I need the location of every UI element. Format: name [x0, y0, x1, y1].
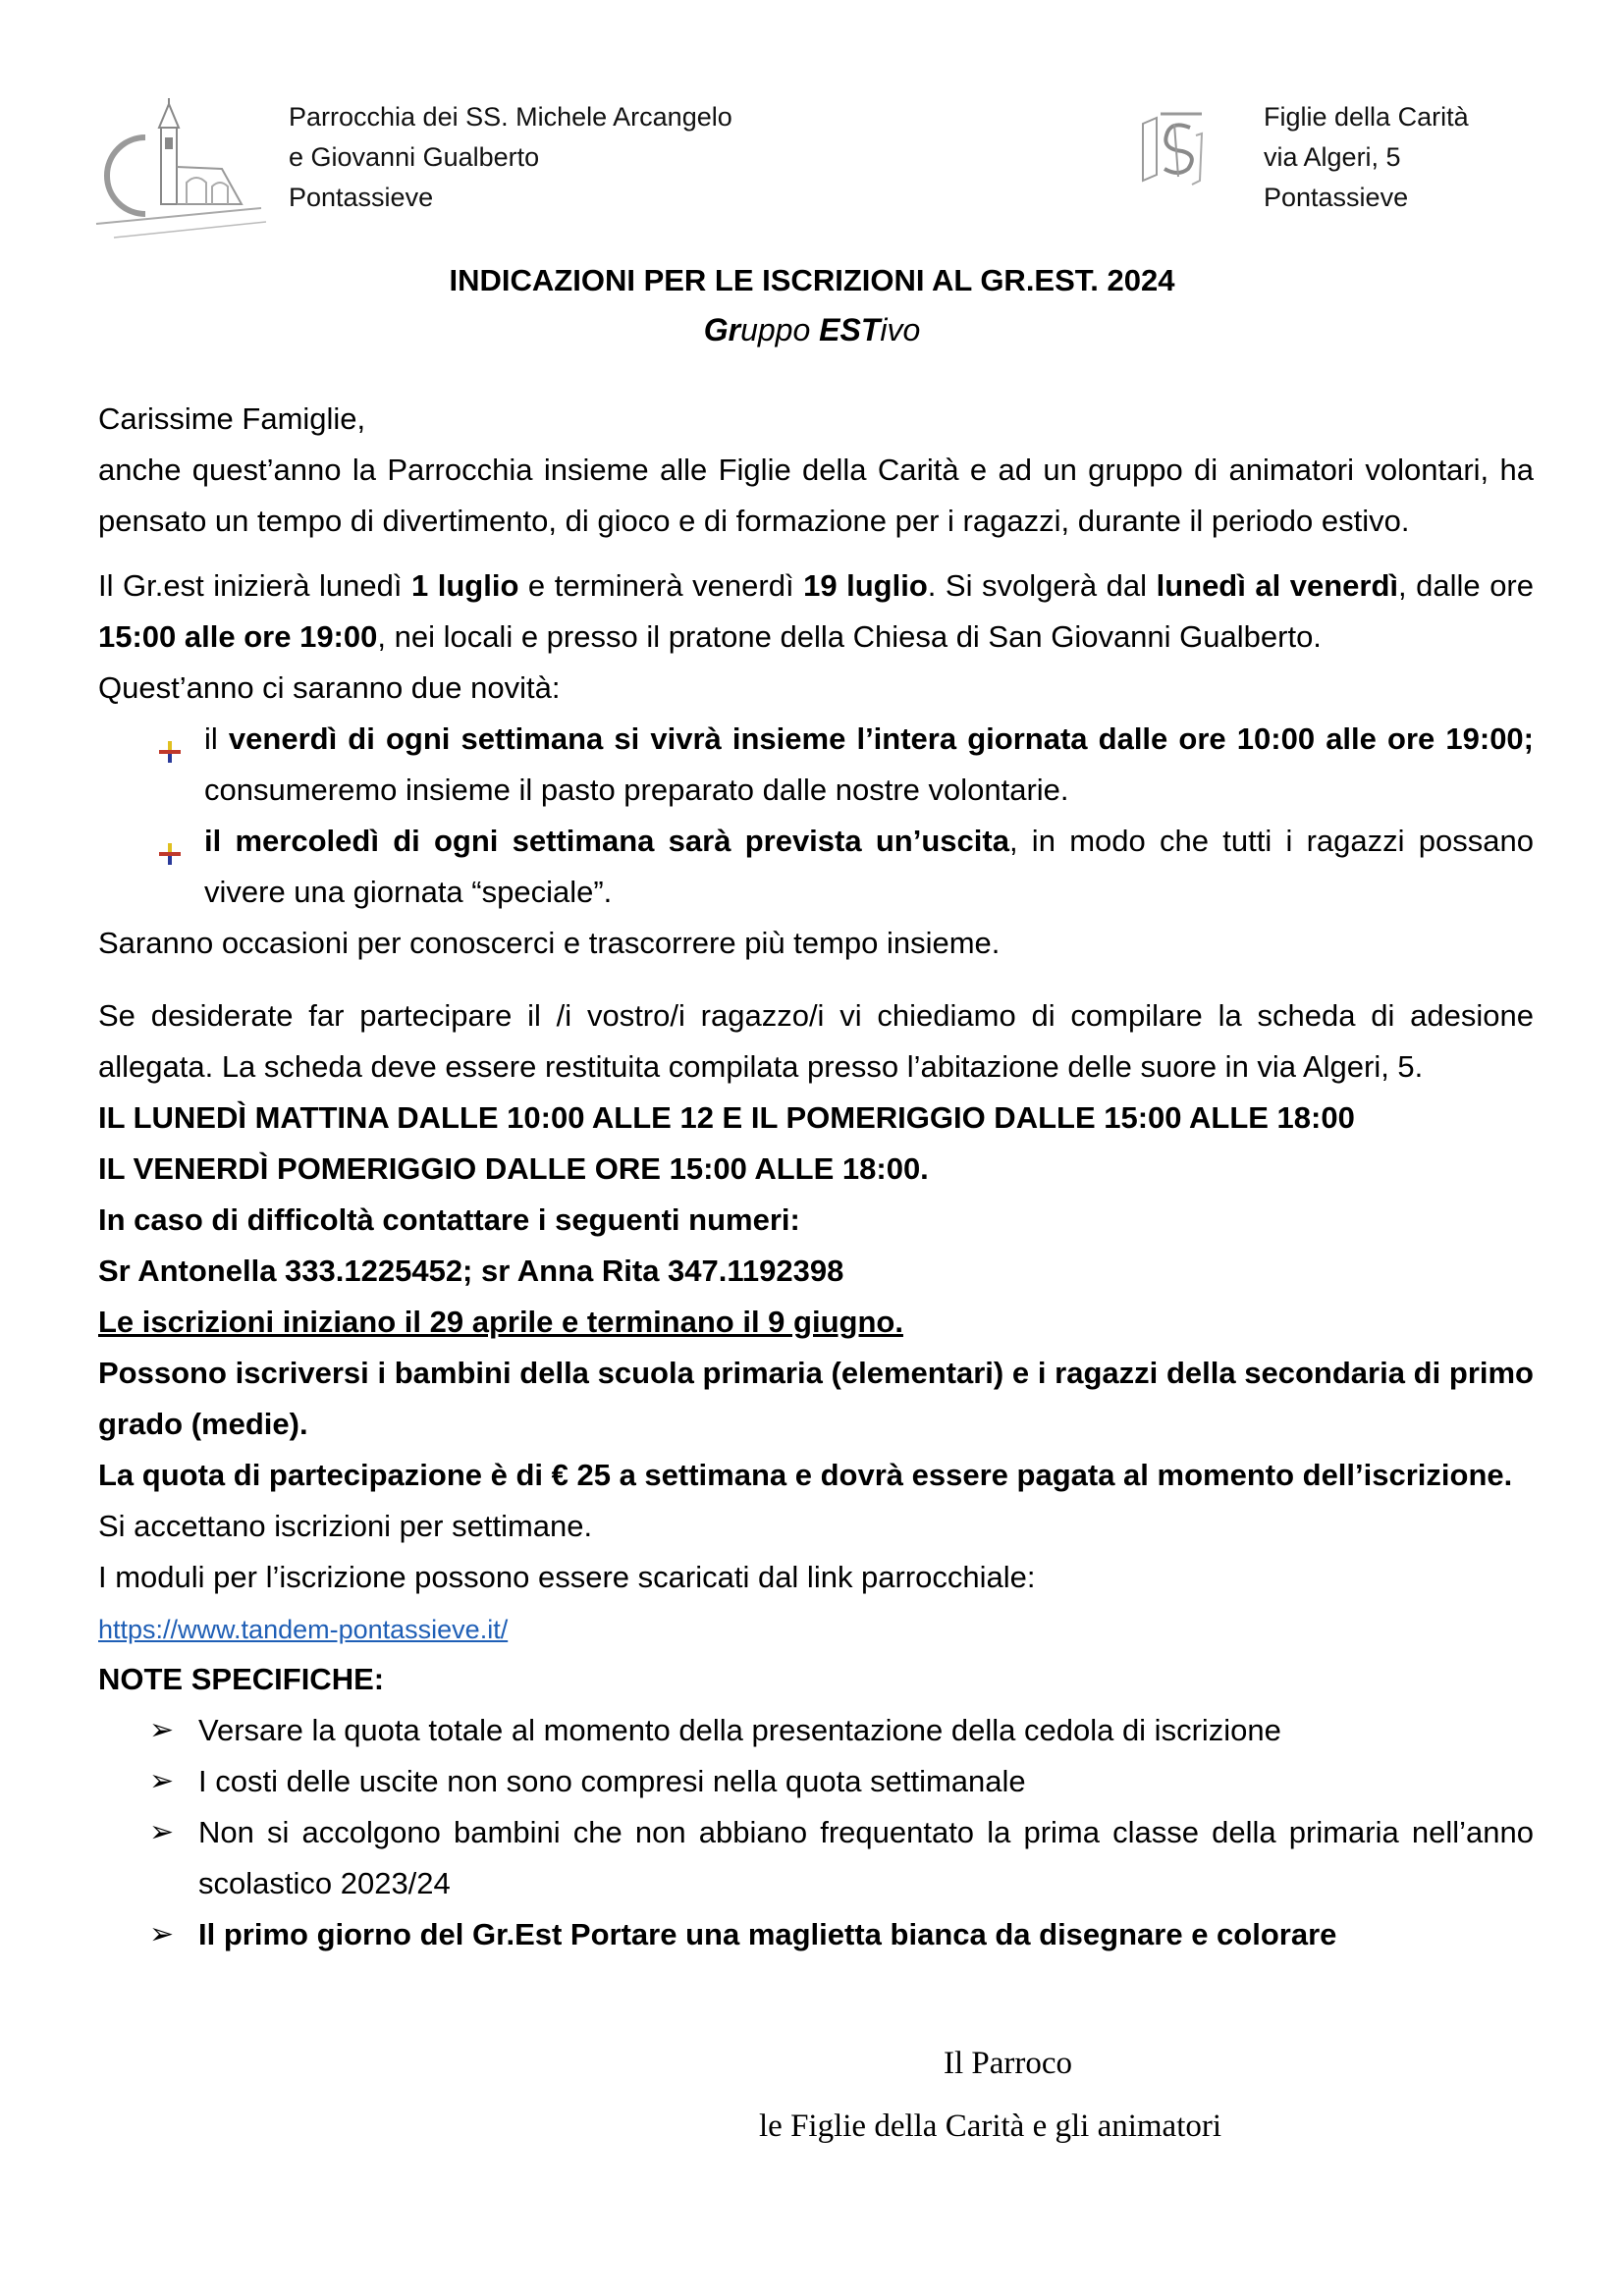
arrow-bullet-icon: ➢	[149, 1918, 175, 1950]
fee: La quota di partecipazione è di € 25 a settimana e dovrà essere pagata al momento dell’iscrizione.	[98, 1458, 1513, 1492]
cross-bullet-icon	[159, 816, 204, 918]
novelties-closing: Saranno occasioni per conoscerci e trascorrere più tempo insieme.	[98, 926, 1001, 960]
subtitle-est: EST	[819, 312, 881, 347]
note-text: Non si accolgono bambini che non abbiano frequentato la prima classe della primaria nell’anno scolastico 2023/24	[198, 1815, 1534, 1900]
figlie-carita-logo	[1131, 106, 1212, 187]
schedule-text: Il Gr.est inizierà lunedì	[98, 568, 411, 603]
parish-website-link[interactable]: https://www.tandem-pontassieve.it/	[98, 1615, 509, 1644]
sisters-address	[1264, 97, 1469, 218]
days-range: lunedì al venerdì	[1156, 568, 1399, 603]
note-text: Versare la quota totale al momento della presentazione della cedola di iscrizione	[198, 1713, 1281, 1747]
hours-range: 15:00 alle ore 19:00	[98, 619, 378, 654]
subtitle-gr: Gr	[703, 312, 741, 347]
signature-parish-priest: Il Parroco	[944, 2046, 1073, 2081]
schedule-text: , dalle ore	[1398, 568, 1534, 603]
novelties-intro: Quest’anno ci saranno due novità:	[98, 670, 561, 705]
start-date: 1 luglio	[410, 568, 519, 603]
schedule-text: . Si svolgerà dal	[927, 568, 1157, 603]
parish-city: Pontassieve	[289, 183, 434, 212]
sisters-street: via Algeri, 5	[1264, 142, 1401, 172]
friday-hours: IL VENERDÌ POMERIGGIO DALLE ORE 15:00 ALLE 18:00.	[98, 1151, 929, 1186]
novelty-highlight: il mercoledì di ogni settimana sarà prevista un’uscita	[204, 824, 1009, 858]
arrow-bullet-icon: ➢	[149, 1765, 175, 1797]
novelty-highlight: venerdì di ogni settimana si vivrà insieme l’intera giornata dalle ore 10:00 alle ore 19:00;	[228, 721, 1534, 756]
novelty-text	[204, 714, 1534, 816]
note-text: Il primo giorno del Gr.Est Portare una maglietta bianca da disegnare e colorare	[198, 1917, 1337, 1951]
download-info: I moduli per l’iscrizione possono essere scaricati dal link parrocchiale:	[98, 1560, 1036, 1594]
document-title: INDICAZIONI PER LE ISCRIZIONI AL GR.EST. 2024	[449, 263, 1175, 297]
letter-body	[98, 394, 1534, 1960]
weekly-registration: Si accettano iscrizioni per settimane.	[98, 1509, 593, 1543]
sisters-city: Pontassieve	[1264, 183, 1409, 212]
schedule-text: e terminerà venerdì	[518, 568, 804, 603]
novelty-text-part: consumeremo insieme il pasto preparato dalle nostre volontarie.	[204, 773, 1069, 807]
note-item	[149, 1756, 1534, 1807]
schedule-paragraph	[98, 561, 1534, 663]
novelty-text-part: , in modo che tutti i ragazzi possano vivere una giornata “speciale”.	[204, 824, 1535, 909]
document-subtitle	[0, 308, 1624, 351]
parish-address	[289, 97, 732, 218]
participation-paragraph: Se desiderate far partecipare il /i vostro/i ragazzo/i vi chiediamo di compilare la scheda di adesione allegata. La scheda deve essere restituita compilata presso l’abitazione delle suore in via Algeri, 5.	[98, 998, 1534, 1084]
contact-intro: In caso di difficoltà contattare i seguenti numeri:	[98, 1202, 800, 1237]
schedule-text: , nei locali e presso il pratone della Chiesa di San Giovanni Gualberto.	[377, 619, 1322, 654]
notes-title: NOTE SPECIFICHE:	[98, 1662, 385, 1696]
note-item	[149, 1909, 1534, 1960]
subtitle-uppo: uppo	[740, 312, 820, 347]
parish-name-line1: Parrocchia dei SS. Michele Arcangelo	[289, 102, 732, 132]
end-date: 19 luglio	[803, 568, 928, 603]
novelty-text	[204, 816, 1534, 918]
sisters-name: Figlie della Carità	[1264, 102, 1469, 132]
novelty-item	[159, 714, 1534, 816]
novelty-item	[159, 816, 1534, 918]
monday-hours: IL LUNEDÌ MATTINA DALLE 10:00 ALLE 12 E IL POMERIGGIO DALLE 15:00 ALLE 18:00	[98, 1100, 1355, 1135]
note-text: I costi delle uscite non sono compresi nella quota settimanale	[198, 1764, 1026, 1798]
note-item	[149, 1807, 1534, 1909]
parish-church-logo	[94, 98, 271, 255]
registration-dates: Le iscrizioni iniziano il 29 aprile e terminano il 9 giugno.	[98, 1305, 903, 1339]
note-item	[149, 1705, 1534, 1756]
subtitle-ivo: ivo	[880, 312, 921, 347]
arrow-bullet-icon: ➢	[149, 1816, 175, 1848]
parish-name-line2: e Giovanni Gualberto	[289, 142, 540, 172]
novelty-text-part: il	[204, 721, 229, 756]
cross-bullet-icon	[159, 714, 204, 816]
intro-paragraph: anche quest’anno la Parrocchia insieme alle Figlie della Carità e ad un gruppo di animatori volontari, ha pensato un tempo di divertimento, di gioco e di formazione per i ragazzi, durante il periodo estivo.	[98, 453, 1534, 538]
contact-numbers: Sr Antonella 333.1225452; sr Anna Rita 347.1192398	[98, 1254, 844, 1288]
greeting: Carissime Famiglie,	[98, 401, 366, 436]
signature-sisters-animators: le Figlie della Carità e gli animatori	[759, 2109, 1222, 2144]
eligibility: Possono iscriversi i bambini della scuola primaria (elementari) e i ragazzi della secondaria di primo grado (medie).	[98, 1356, 1534, 1441]
arrow-bullet-icon: ➢	[149, 1714, 175, 1746]
